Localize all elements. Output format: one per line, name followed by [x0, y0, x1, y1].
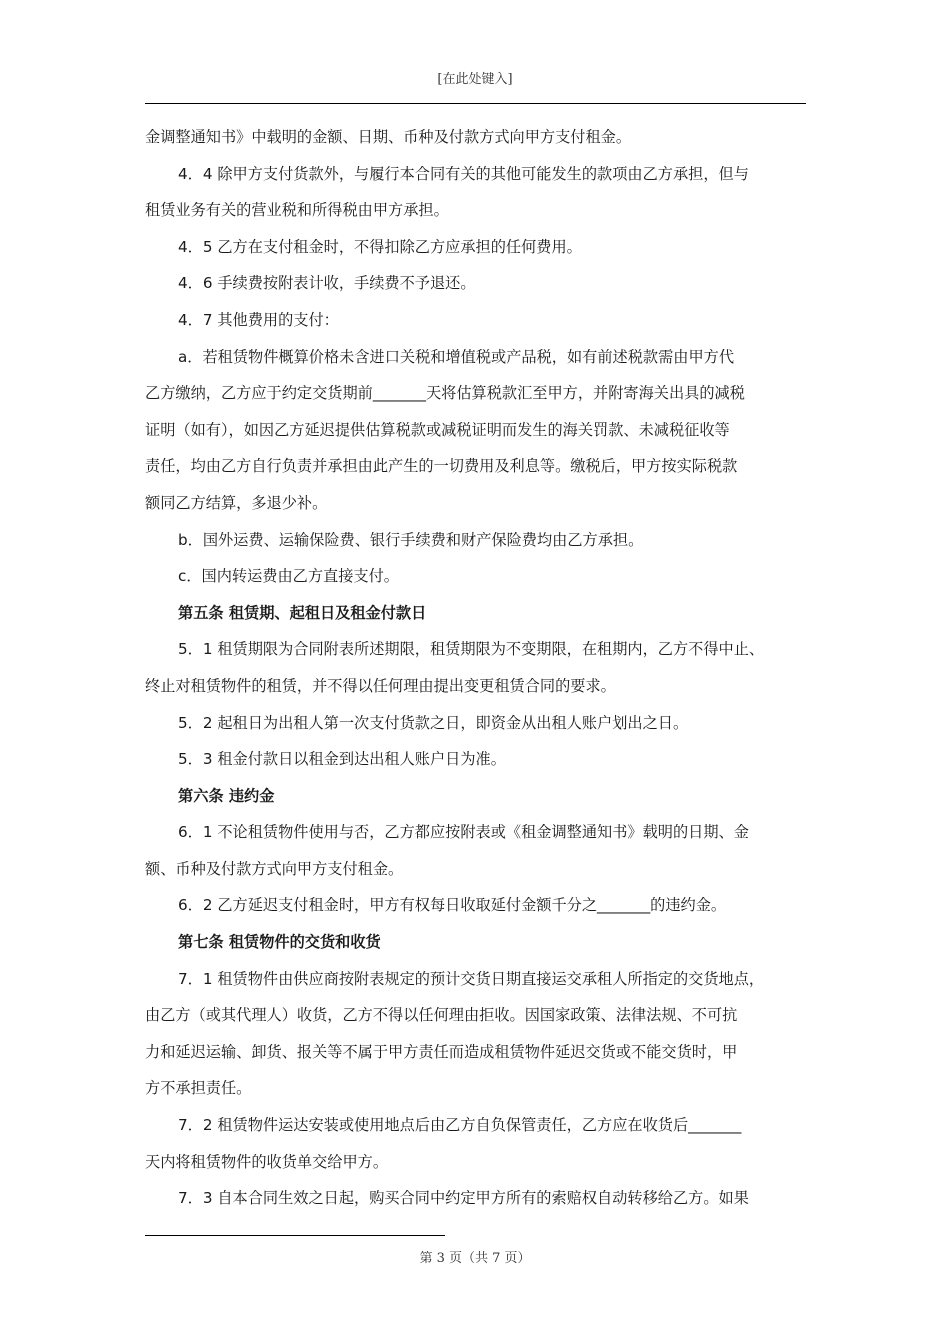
- paragraph-line: 终止对租赁物件的租赁，并不得以任何理由提出变更租赁合同的要求。: [145, 676, 616, 695]
- paragraph-line: 7．1 租赁物件由供应商按附表规定的预计交货日期直接运交承租人所指定的交货地点，: [178, 969, 765, 988]
- paragraph-line: 4．5 乙方在支付租金时，不得扣除乙方应承担的任何费用。: [178, 237, 582, 256]
- paragraph-line: 7．3 自本合同生效之日起，购买合同中约定甲方所有的索赔权自动转移给乙方。如果: [178, 1189, 749, 1208]
- paragraph-line: 额同乙方结算，多退少补。: [145, 493, 328, 512]
- paragraph-line: 5．1 租赁期限为合同附表所述期限，租赁期限为不变期限，在租期内，乙方不得中止、: [178, 640, 765, 659]
- paragraph-line: 由乙方（或其代理人）收货，乙方不得以任何理由拒收。因国家政策、法律法规、不可抗: [145, 1006, 738, 1025]
- paragraph-line: 7．2 租赁物件运达安装或使用地点后由乙方自负保管责任，乙方应在收货后_______: [178, 1116, 742, 1135]
- paragraph-line: 责任，均由乙方自行负责并承担由此产生的一切费用及利息等。缴税后，甲方按实际税款: [145, 457, 738, 476]
- section-heading: 第五条 租赁期、起租日及租金付款日: [178, 603, 427, 622]
- paragraph-line: 4．7 其他费用的支付：: [178, 310, 339, 329]
- paragraph-line: 5．3 租金付款日以租金到达出租人账户日为准。: [178, 750, 506, 769]
- paragraph-line: b．国外运费、运输保险费、银行手续费和财产保险费均由乙方承担。: [178, 530, 644, 549]
- page-header: [在此处键入]: [437, 72, 513, 87]
- paragraph-line: 力和延迟运输、卸货、报关等不属于甲方责任而造成租赁物件延迟交货或不能交货时，甲: [145, 1042, 738, 1061]
- paragraph-line: 4．6 手续费按附表计收，手续费不予退还。: [178, 274, 476, 293]
- paragraph-line: a．若租赁物件概算价格未含进口关税和增值税或产品税，如有前述税款需由甲方代: [178, 347, 735, 366]
- paragraph-line: 4．4 除甲方支付货款外，与履行本合同有关的其他可能发生的款项由乙方承担，但与: [178, 164, 749, 183]
- paragraph-line: 6．2 乙方延迟支付租金时，甲方有权每日收取延付金额千分之_______的违约金。: [178, 896, 727, 915]
- section-heading: 第六条 违约金: [178, 786, 275, 805]
- paragraph-line: 证明（如有），如因乙方延迟提供估算税款或减税证明而发生的海关罚款、未减税征收等: [145, 420, 730, 439]
- paragraph-line: 额、币种及付款方式向甲方支付租金。: [145, 859, 404, 878]
- paragraph-line: c．国内转运费由乙方直接支付。: [178, 567, 399, 586]
- paragraph-line: 方不承担责任。: [145, 1079, 252, 1098]
- paragraph-line: 5．2 起租日为出租人第一次支付货款之日，即资金从出租人账户划出之日。: [178, 713, 689, 732]
- paragraph-line: 6．1 不论租赁物件使用与否，乙方都应按附表或《租金调整通知书》载明的日期、金: [178, 823, 749, 842]
- paragraph-line: 金调整通知书》中载明的金额、日期、币种及付款方式向甲方支付租金。: [145, 128, 631, 146]
- page-footer: 第 3 页（共 7 页）: [419, 1251, 531, 1266]
- section-heading: 第七条 租赁物件的交货和收货: [178, 933, 381, 952]
- paragraph-line: 乙方缴纳，乙方应于约定交货期前_______天将估算税款汇至甲方，并附寄海关出具的减税: [145, 384, 745, 403]
- header-rule: [145, 103, 806, 104]
- document-body: [145, 119, 811, 1217]
- paragraph-line: 天内将租赁物件的收货单交给甲方。: [145, 1152, 388, 1171]
- footer-rule: [145, 1235, 445, 1236]
- paragraph-line: 租赁业务有关的营业税和所得税由甲方承担。: [145, 201, 449, 220]
